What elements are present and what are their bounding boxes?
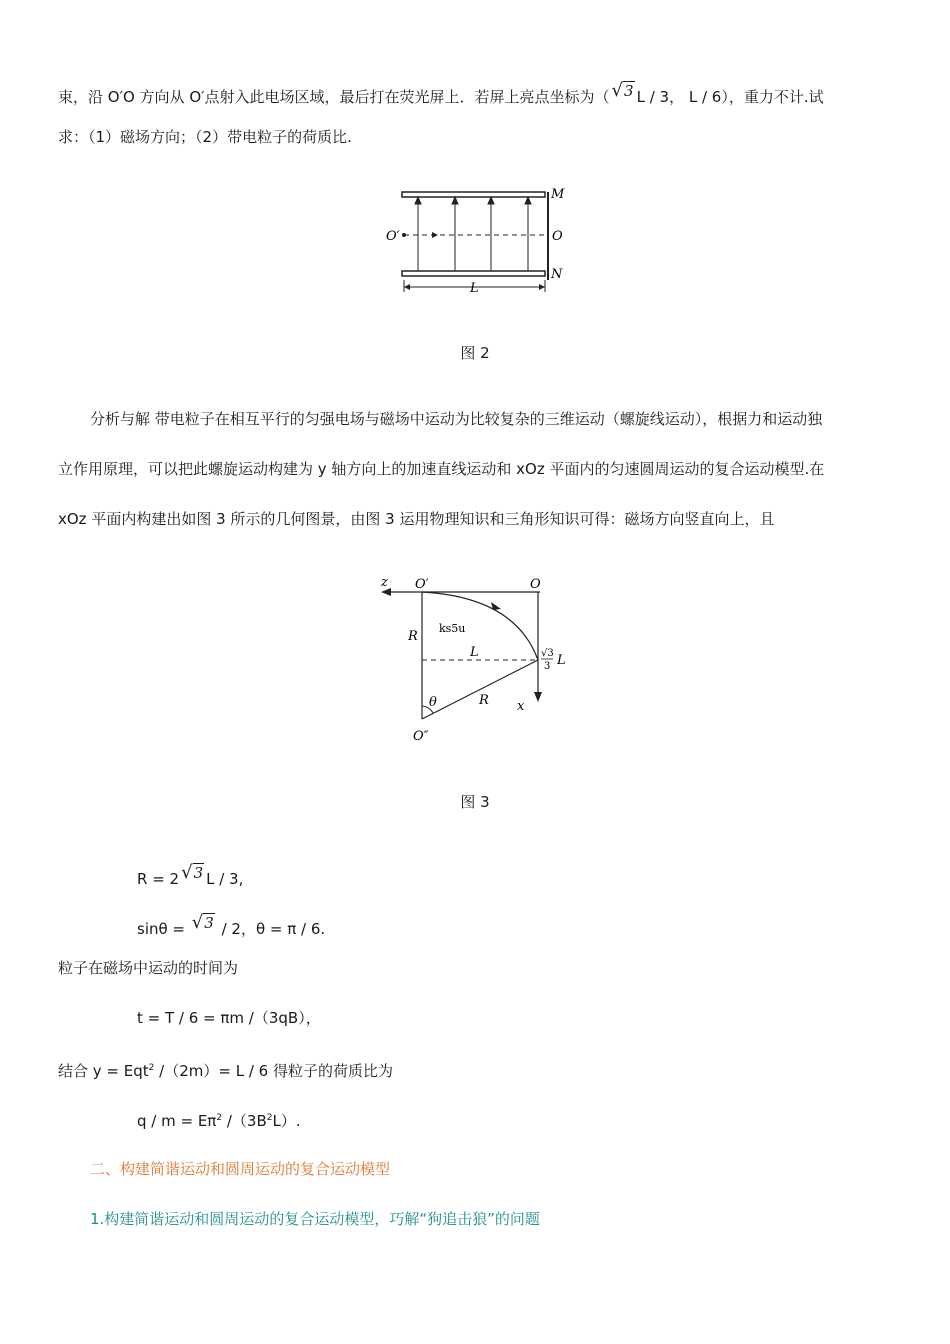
label-frac-den: 3 [544,661,551,672]
formula-combine: 结合 y = Eqt$^2$ /（2m）= L / 6 得粒子的荷质比为 [58,1062,393,1080]
analysis-line-1: 分析与解 带电粒子在相互平行的匀强电场与磁场中运动为比较复杂的三维运动（螺旋线运动），根据力和运动独 [90,410,823,428]
analysis-line-3: xOz 平面内构建出如图 3 所示的几何图景，由图 3 运用物理知识和三角形知识可得：磁场方向竖直向上，且 [58,510,775,528]
analysis-line-2: 立作用原理，可以把此螺旋运动构建为 y 轴方向上的加速直线运动和 xOz 平面内的匀速圆周运动的复合运动模型.在 [58,460,825,478]
label-R-diag: R [479,693,489,708]
entry-point [402,233,406,237]
label-L: L [470,281,479,296]
label-M: M [551,187,565,202]
section-subheading: 1.构建简谐运动和圆周运动的复合运动模型，巧解“狗追击狼”的问题 [90,1210,540,1228]
label-z: z [381,575,388,590]
intro-line-1: 束，沿 O′O 方向从 O′点射入此电场区域，最后打在荧光屏上．若屏上亮点坐标为（ √3 L / 3， L / 6），重力不计.试 [58,80,824,106]
label-N: N [551,267,563,282]
label-L: L [470,645,479,660]
sqrt-symbol: √3 [611,80,634,101]
time-intro: 粒子在磁场中运动的时间为 [58,959,239,977]
formula-t: t = T / 6 = πm /（3qB）， [137,1009,321,1027]
label-R-left: R [408,629,418,644]
intro-line-2: 求：（1）磁场方向；（2）带电粒子的荷质比. [58,128,352,146]
figure-3-caption: 图 3 [460,793,490,811]
label-O: O [530,577,541,592]
label-frac-L: L [557,653,566,668]
label-theta: θ [429,695,437,710]
label-O-prime: O′ [415,577,429,592]
top-plate [402,192,545,197]
bottom-plate [402,271,545,276]
label-O: O [552,229,563,244]
label-watermark: ks5u [439,622,466,635]
section-heading: 二、构建简谐运动和圆周运动的复合运动模型 [90,1160,391,1178]
figure-3-diagram [375,572,585,752]
sqrt-symbol: √3 [191,912,214,933]
figure-2-caption: 图 2 [460,344,490,362]
formula-R: R = 2 √3 L / 3, [137,862,244,888]
label-frac-num: √3 [541,648,554,659]
figure-2-diagram [380,180,580,300]
label-x: x [517,699,525,714]
label-O-dprime: O″ [413,729,429,744]
sqrt-symbol: √3 [181,862,204,883]
label-O-prime: O′ [386,229,400,244]
formula-sin: sinθ = √3 / 2，θ = π / 6. [137,912,326,938]
formula-qm: $q / m = E\pi^2$ $/(3B^2L)$. [137,1112,301,1130]
